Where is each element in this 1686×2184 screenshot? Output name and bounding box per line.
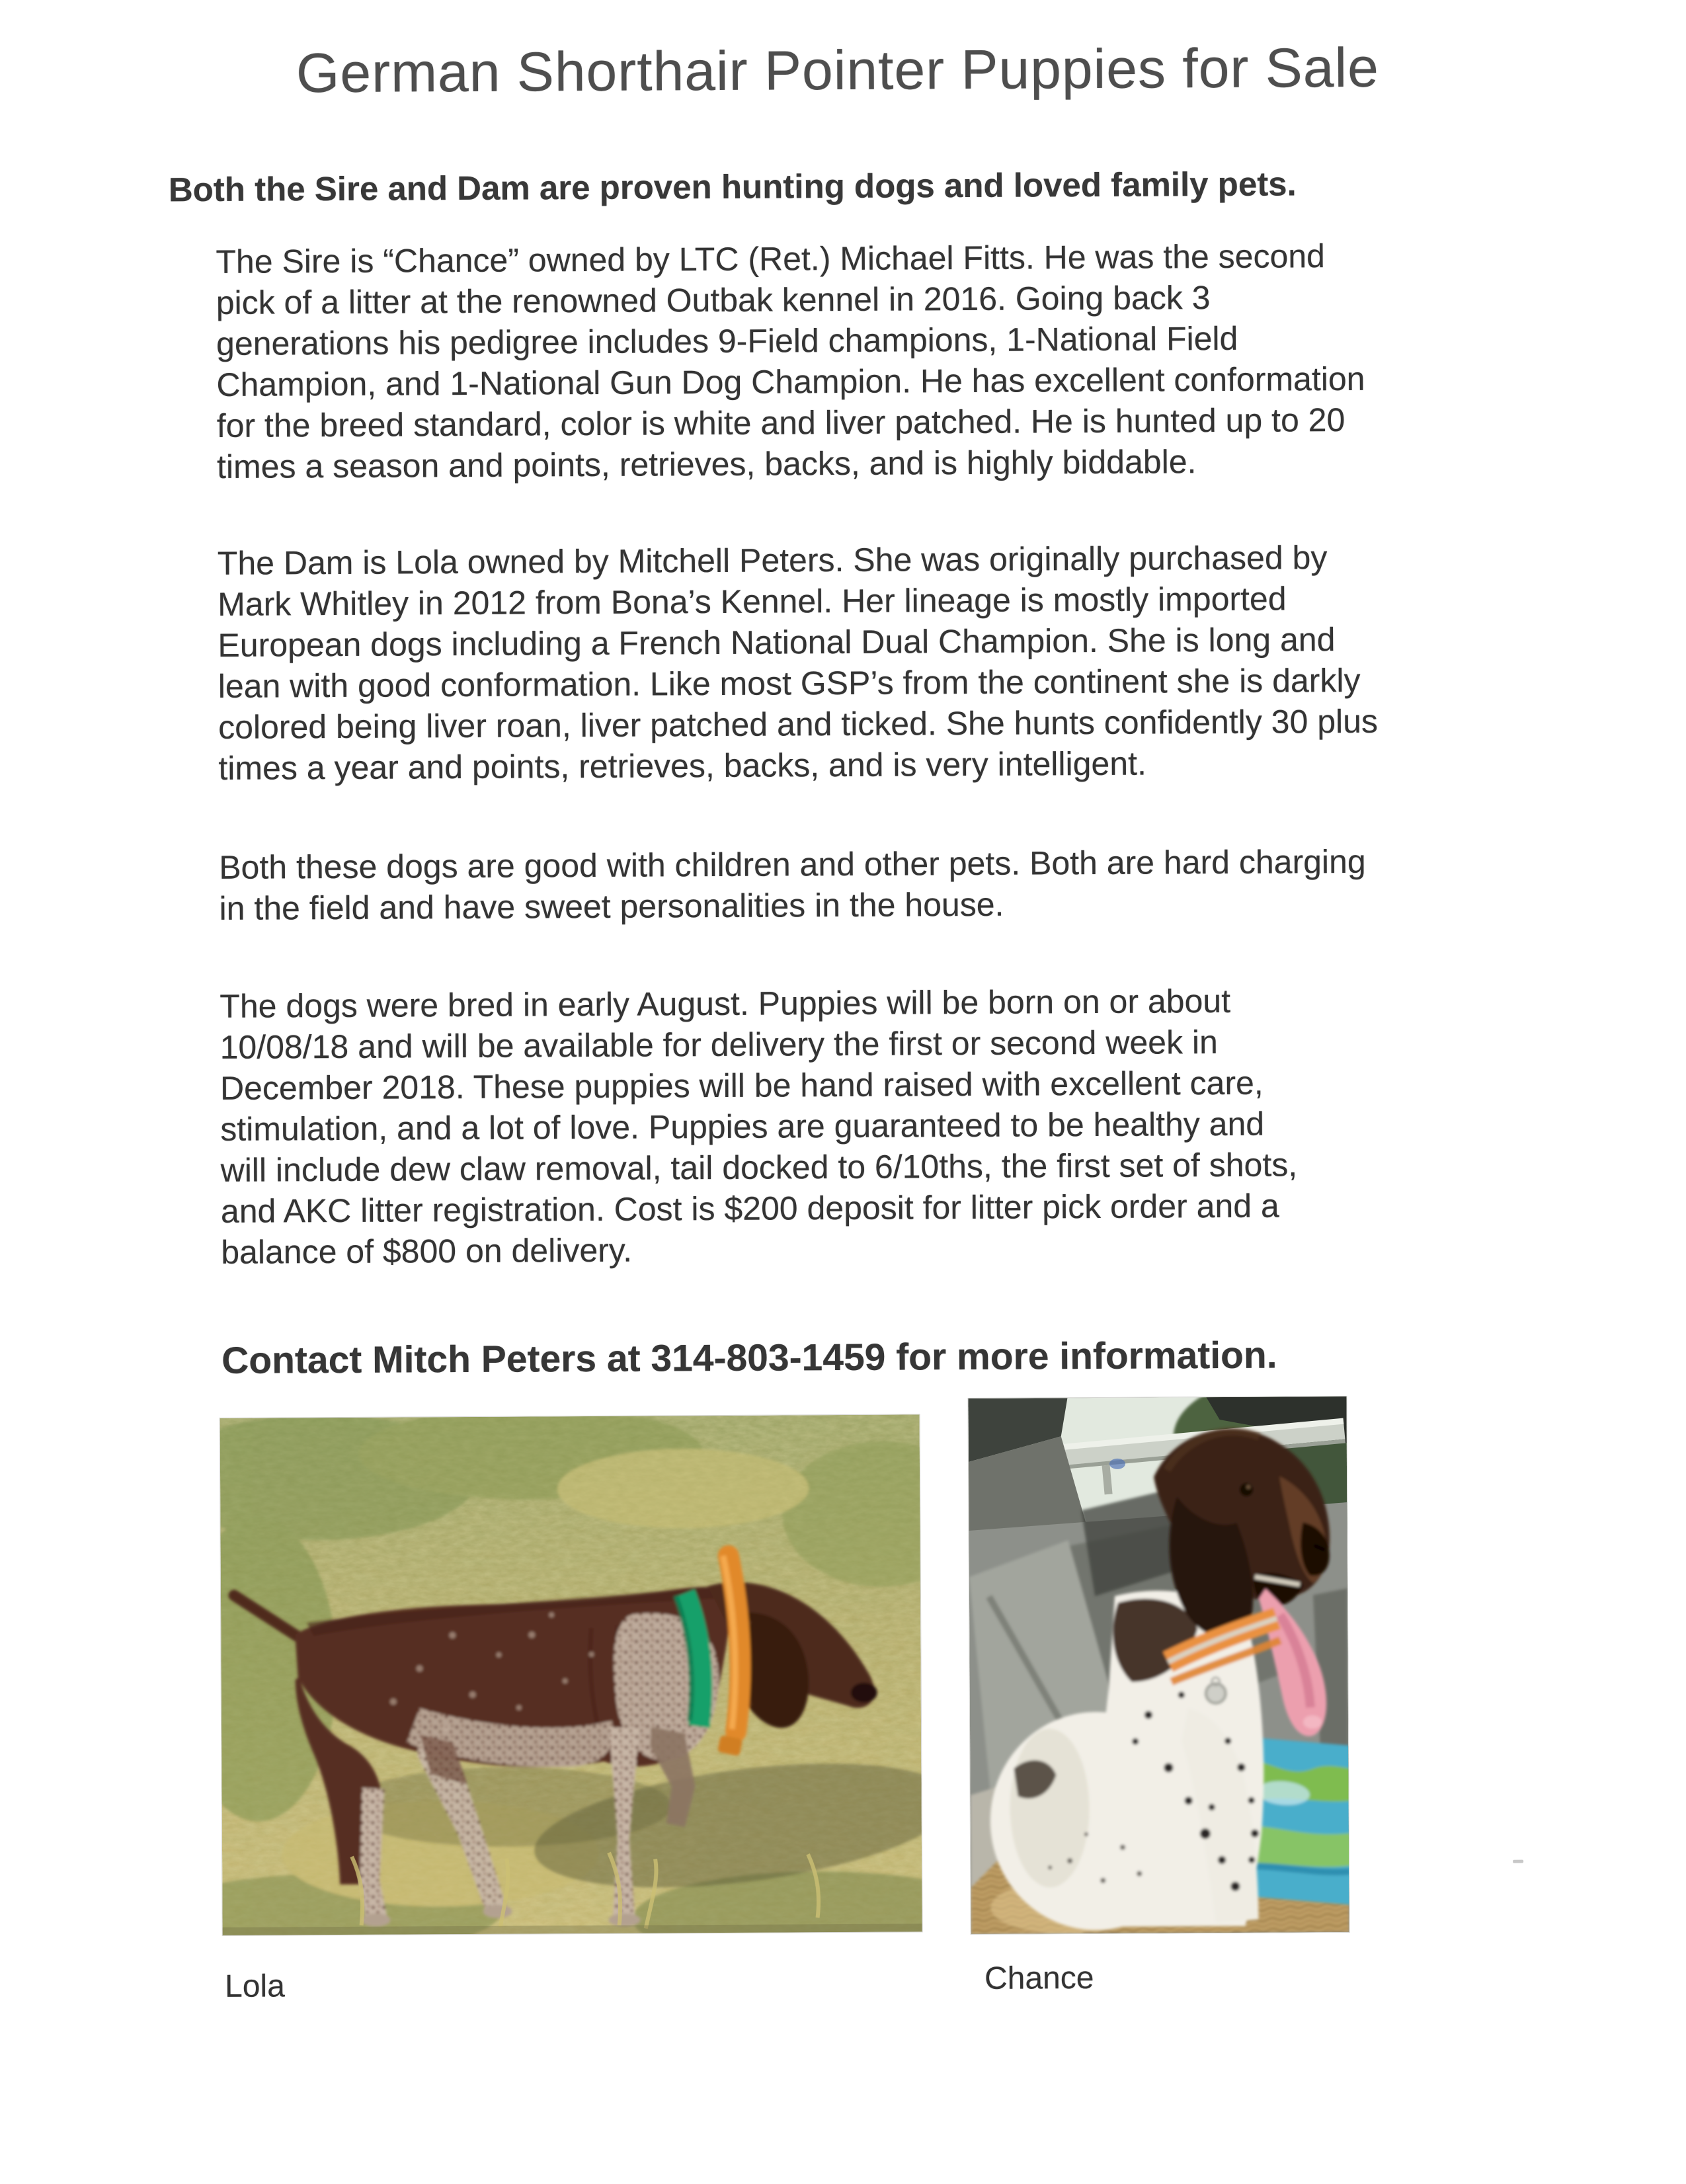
- scan-artifact: [1513, 1860, 1523, 1863]
- paragraph-temperament: Both these dogs are good with children and other pets. Both are hard charging in the field and have sweet personalities in the house.: [219, 842, 1366, 927]
- lola-photo-image: [220, 1414, 922, 1935]
- contact-line: Contact Mitch Peters at 314-803-1459 for more information.: [221, 1334, 1277, 1382]
- page-title: German Shorthair Pointer Puppies for Sale: [296, 36, 1380, 104]
- photo-chance: [968, 1396, 1349, 1934]
- paragraph-breeding-and-cost: The dogs were bred in early August. Puppies will be born on or about 10/08/18 and will be available for delivery the first or second week in December 2018. These puppies will be hand raised with excellent care, stimulation, and a lot of love. Puppies are guaranteed to be healthy and will include dew claw removal, tail docked to 6/10ths, the first set of shots, and AKC litter registration. Cost is $200 deposit for litter pick order and a balance of $800 on delivery.: [220, 982, 1298, 1271]
- photo-caption-lola: Lola: [224, 1968, 285, 2004]
- photo-caption-chance: Chance: [984, 1961, 1094, 1996]
- paragraph-sire: The Sire is “Chance” owned by LTC (Ret.) Michael Fitts. He was the second pick of a litter at the renowned Outbak kennel in 2016. Going back 3 generations his pedigree includes 9-Field champions, 1-National Field Champion, and 1-National Gun Dog Champion. He has excellent conformation for the breed standard, color is white and liver patched. He is hunted up to 20 times a season and points, retrieves, backs, and is highly biddable.: [216, 237, 1365, 485]
- photo-lola: [220, 1414, 922, 1935]
- chance-photo-image: [968, 1396, 1349, 1934]
- subtitle: Both the Sire and Dam are proven hunting dogs and loved family pets.: [168, 165, 1297, 209]
- paragraph-dam: The Dam is Lola owned by Mitchell Peters. She was originally purchased by Mark Whitley in 2012 from Bona’s Kennel. Her lineage is mostly imported European dogs including a French National Dual Champion. She is long and lean with good conformation. Like most GSP’s from the continent she is darkly colored being liver roan, liver patched and ticked. She hunts confidently 30 plus times a year and points, retrieves, backs, and is very intelligent.: [217, 539, 1379, 787]
